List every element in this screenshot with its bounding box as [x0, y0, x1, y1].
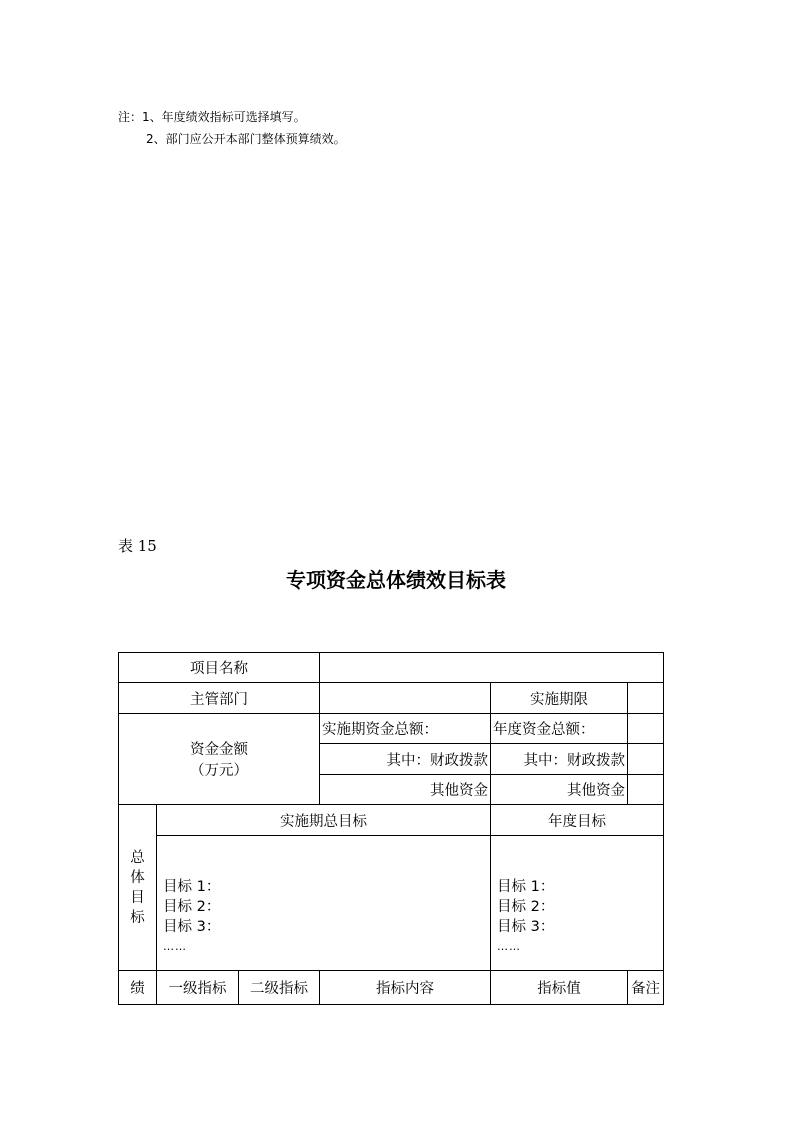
period-goal-2: 目标 2： [163, 899, 221, 915]
overall-char-2: 体 [130, 869, 145, 886]
project-name-field[interactable] [320, 653, 664, 683]
note-line-1: 注：1、年度绩效指标可选择填写。 [118, 110, 306, 124]
annual-goals-cell[interactable] [491, 836, 664, 971]
other-funds-label-year: 其他资金 [491, 775, 628, 805]
total-period-funds-label: 实施期资金总额： [320, 714, 491, 744]
annual-goal-more: …… [497, 940, 521, 953]
annual-goal-header: 年度目标 [491, 805, 664, 836]
funds-label-line1: 资金金额 [190, 742, 248, 758]
period-goal-3: 目标 3： [163, 919, 221, 935]
total-year-funds-label: 年度资金总额： [491, 714, 628, 744]
col-indicator-content: 指标内容 [320, 971, 491, 1005]
funds-label-line2: （万元） [190, 763, 248, 779]
dept-field[interactable] [320, 683, 491, 714]
other-funds-field[interactable] [628, 775, 664, 805]
performance-label: 绩 [119, 971, 157, 1005]
period-goal-more: …… [163, 940, 187, 953]
overall-target-label [119, 805, 157, 971]
overall-char-3: 目 [130, 889, 145, 906]
annual-goal-1: 目标 1： [497, 879, 555, 895]
period-label: 实施期限 [491, 683, 628, 714]
annual-goal-2: 目标 2： [497, 899, 555, 915]
funds-label [119, 714, 320, 805]
page-title: 专项资金总体绩效目标表 [286, 568, 506, 592]
project-name-label: 项目名称 [119, 653, 320, 683]
other-funds-label-period: 其他资金 [320, 775, 491, 805]
fiscal-allocation-label-period: 其中：财政拨款 [320, 744, 491, 775]
col-level1-indicator: 一级指标 [157, 971, 239, 1005]
period-goals-cell[interactable] [157, 836, 491, 971]
dept-label: 主管部门 [119, 683, 320, 714]
col-level2-indicator: 二级指标 [239, 971, 320, 1005]
note-line-2: 2、部门应公开本部门整体预算绩效。 [146, 132, 346, 146]
period-goal-header: 实施期总目标 [157, 805, 491, 836]
fiscal-allocation-field[interactable] [628, 744, 664, 775]
col-remark: 备注 [628, 971, 664, 1005]
fiscal-allocation-label-year: 其中：财政拨款 [491, 744, 628, 775]
annual-goal-3: 目标 3： [497, 919, 555, 935]
notes [118, 106, 346, 150]
period-field[interactable] [628, 683, 664, 714]
table-label: 表 15 [118, 537, 157, 555]
total-year-funds-field[interactable] [628, 714, 664, 744]
performance-target-table [118, 652, 664, 1005]
overall-char-4: 标 [130, 909, 145, 926]
overall-char-1: 总 [130, 849, 145, 866]
period-goal-1: 目标 1： [163, 879, 221, 895]
col-indicator-value: 指标值 [491, 971, 628, 1005]
